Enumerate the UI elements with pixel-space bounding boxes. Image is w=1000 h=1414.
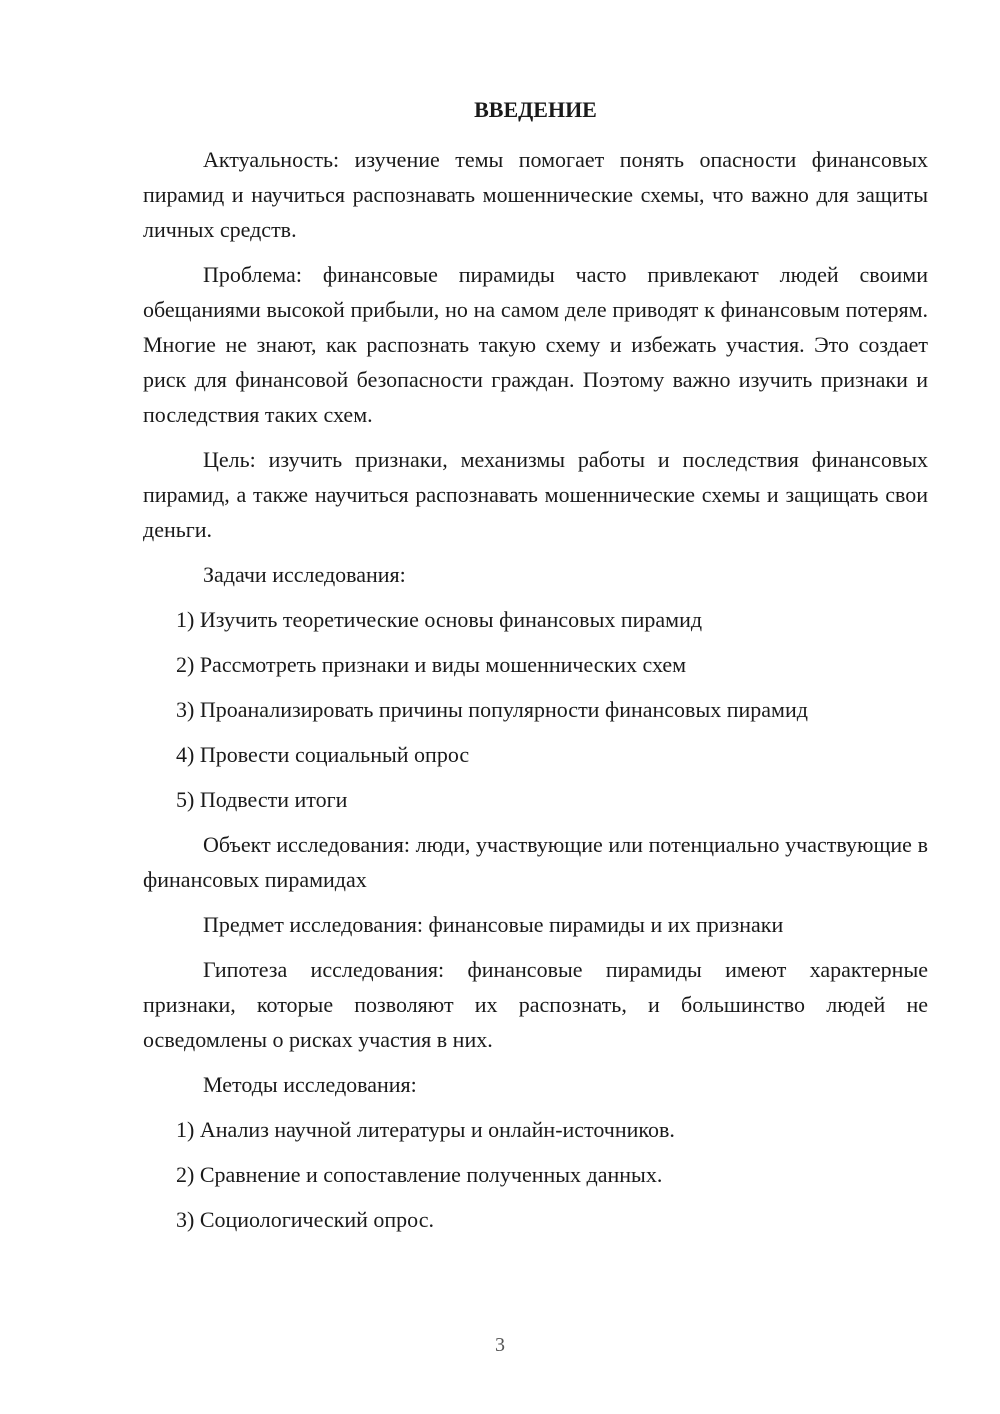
page-number: 3 [495,1334,505,1356]
task-item: 5) Подвести итоги [176,787,348,812]
method-item: 1) Анализ научной литературы и онлайн-источников. [176,1117,675,1142]
methods-list [143,1112,928,1237]
task-item: 3) Проанализировать причины популярности финансовых пирамид [176,697,808,722]
method-item: 3) Социологический опрос. [176,1207,434,1232]
hypothesis-paragraph: Гипотеза исследования: финансовые пирамиды имеют характерные признаки, которые позволяют их распознать, и большинство людей не осведомлены о рисках участия в них. [143,957,928,1052]
task-item: 1) Изучить теоретические основы финансовых пирамид [176,607,703,632]
goal-paragraph: Цель: изучить признаки, механизмы работы и последствия финансовых пирамид, а также научиться распознавать мошеннические схемы и защищать свои деньги. [143,447,928,542]
methods-title: Методы исследования: [203,1072,417,1097]
relevance-paragraph: Актуальность: изучение темы помогает понять опасности финансовых пирамид и научиться распознавать мошеннические схемы, что важно для защиты личных средств. [143,147,928,242]
method-item: 2) Сравнение и сопоставление полученных данных. [176,1162,663,1187]
task-item: 4) Провести социальный опрос [176,742,470,767]
object-paragraph: Объект исследования: люди, участвующие или потенциально участвующие в финансовых пирамидах [143,832,928,892]
subject-paragraph: Предмет исследования: финансовые пирамиды и их признаки [203,912,784,937]
tasks-list [143,602,928,817]
problem-paragraph: Проблема: финансовые пирамиды часто привлекают людей своими обещаниями высокой прибыли, но на самом деле приводят к финансовым потерям. Многие не знают, как распознать такую схему и избежать участия. Это создает риск для финансовой безопасности граждан. Поэтому важно изучить признаки и последствия таких схем. [143,262,928,427]
document-page [143,92,928,1247]
tasks-title: Задачи исследования: [203,562,406,587]
section-heading: ВВЕДЕНИЕ [474,97,597,122]
task-item: 2) Рассмотреть признаки и виды мошеннических схем [176,652,687,677]
